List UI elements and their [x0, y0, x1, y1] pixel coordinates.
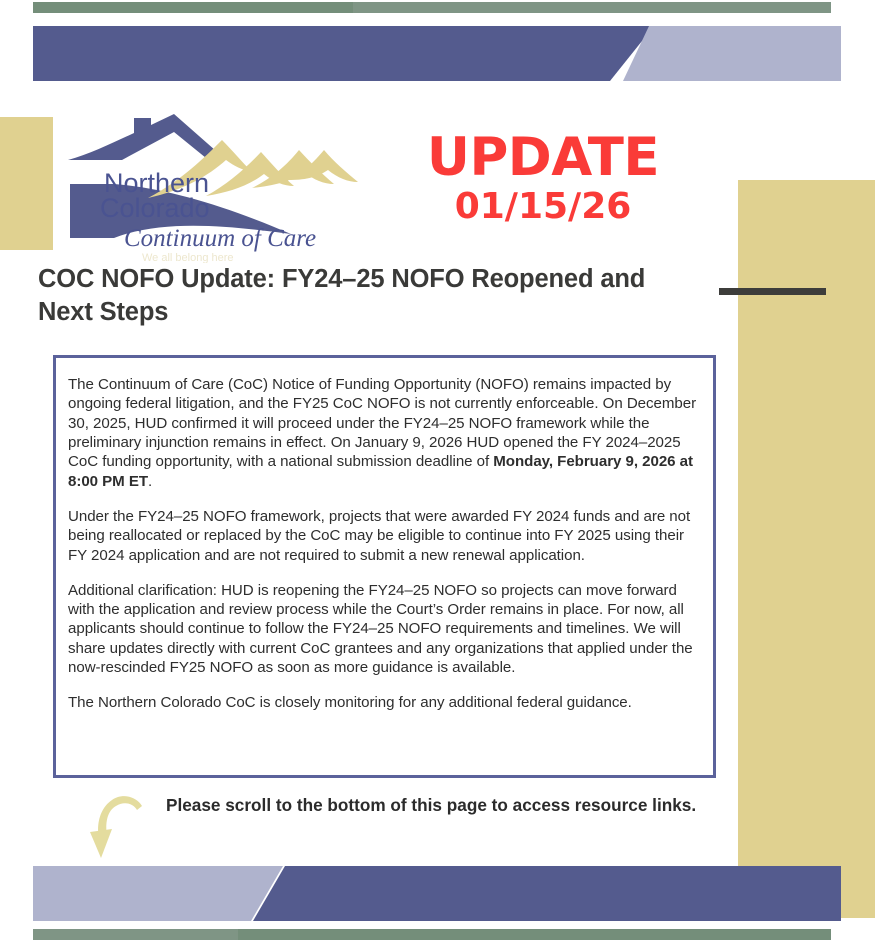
- announcement-body-box: [53, 355, 716, 778]
- top-navy-chevron: [33, 26, 610, 81]
- body-paragraph-2: Under the FY24–25 NOFO framework, projects that were awarded FY 2024 funds and are not being reallocated or replaced by the CoC may be eligible to continue into FY 2025 using their FY 2024 application and are not required to submit a new renewal application.: [68, 507, 691, 564]
- bottom-green-band: [33, 929, 831, 940]
- svg-text:Colorado: Colorado: [100, 193, 210, 223]
- curved-down-arrow-icon: [86, 790, 152, 862]
- scroll-note: [86, 788, 706, 862]
- bottom-lavender-chevron: [33, 866, 283, 921]
- body-paragraph-1: [68, 375, 697, 491]
- scroll-note-text: Please scroll to the bottom of this page to access resource links.: [166, 795, 697, 815]
- update-date: 01/15/26: [454, 186, 632, 227]
- deadline-bold-text: Monday, February 9, 2026 at 8:00 PM ET: [68, 453, 693, 490]
- top-lavender-chevron: [623, 26, 841, 81]
- body-paragraph-1-tail: .: [148, 472, 153, 490]
- body-paragraph-1-text: The Continuum of Care (CoC) Notice of Funding Opportunity (NOFO) remains impacted by ongoing federal litigation, and the FY25 CoC NOFO is not currently enforceable. On December 30, 2025, HUD confirmed it will proceed under the FY24–25 NOFO framework while the preliminary injunction remains in effect. On January 9, 2026 HUD opened the FY 2024–2025 CoC funding opportunity, with a national submission deadline of: [68, 376, 697, 471]
- svg-text:Continuum of Care: Continuum of Care: [124, 225, 317, 252]
- northern-colorado-coc-logo: [56, 88, 372, 263]
- left-tan-accent-block: [0, 117, 53, 250]
- top-green-band: [33, 2, 831, 13]
- bottom-navy-chevron: [253, 866, 841, 921]
- page-title: COC NOFO Update: FY24–25 NOFO Reopened and Next Steps: [38, 265, 646, 326]
- svg-text:Northern: Northern: [104, 168, 210, 198]
- update-banner: [413, 127, 673, 227]
- dark-horizontal-rule: [719, 288, 826, 295]
- body-paragraph-4: The Northern Colorado CoC is closely monitoring for any additional federal guidance.: [68, 694, 632, 712]
- svg-text:We all belong here: We all belong here: [142, 252, 234, 263]
- update-word: UPDATE: [426, 127, 660, 188]
- body-paragraph-3: Additional clarification: HUD is reopening the FY24–25 NOFO so projects can move forward with the application and review process while the Court’s Order remains in place. For now, all applicants should continue to follow the FY24–25 NOFO requirements and timelines. We will share updates directly with current CoC grantees and any organizations that applied under the now-rescinded FY25 NOFO as soon as more guidance is available.: [68, 581, 693, 677]
